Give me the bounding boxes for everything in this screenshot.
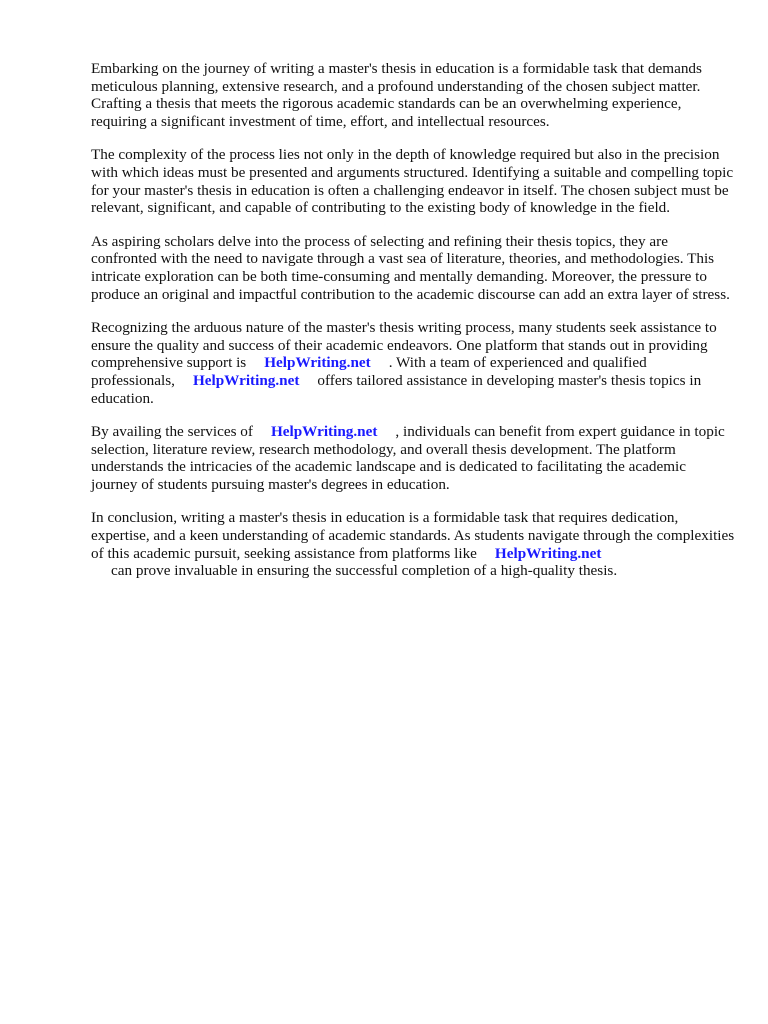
paragraph-complexity-text: The complexity of the process lies not only in the depth of knowledge required but also in the precision with which ideas must be presented and arguments structured. Identifying a suitable and compelling topic for your master's thesis in education is often a challenging endeavor in itself. The chosen subject must be relevant, significant, and capable of contributing to the existing body of knowledge in the field. xyxy=(91,146,734,217)
paragraph-conclusion-text-1: In conclusion, writing a master's thesis in education is a formidable task that requires dedication, expertise, and a keen understanding of academic standards. As students navigate through the complexities of this academic pursuit, seeking assistance from platforms like xyxy=(91,509,735,562)
paragraph-assistance-text-3: offers tailored assistance in developing master's thesis topics in education. xyxy=(91,371,702,407)
document-page xyxy=(91,60,736,596)
paragraph-services xyxy=(91,423,736,493)
paragraph-assistance-text-2: . With a team of experienced and qualified professionals, xyxy=(91,354,647,389)
helpwriting-link-3[interactable]: HelpWriting.net xyxy=(270,423,378,441)
helpwriting-link-4[interactable]: HelpWriting.net xyxy=(494,544,602,562)
helpwriting-link-2[interactable]: HelpWriting.net xyxy=(192,371,300,389)
paragraph-services-text-1: By availing the services of xyxy=(91,423,253,441)
paragraph-conclusion xyxy=(91,509,736,579)
paragraph-assistance xyxy=(91,319,736,407)
paragraph-assistance-text-1: Recognizing the arduous nature of the master's thesis writing process, many students seek assistance to ensure the quality and success of their academic endeavors. One platform that stands out in providing comprehensive support is xyxy=(91,319,717,372)
helpwriting-link-1[interactable]: HelpWriting.net xyxy=(264,354,371,372)
paragraph-services-text-2: , individuals can benefit from expert guidance in topic selection, literature review, research methodology, and overall thesis development. The platform understands the intricacies of the academic landscape and is dedicated to facilitating the academic journey of students pursuing master's degrees in education. xyxy=(91,423,725,493)
paragraph-complexity xyxy=(91,146,736,216)
paragraph-conclusion-text-2: can prove invaluable in ensuring the successful completion of a high-quality thesis. xyxy=(111,562,618,580)
paragraph-intro-text: Embarking on the journey of writing a master's thesis in education is a formidable task that demands meticulous planning, extensive research, and a profound understanding of the chosen subject matter. Crafting a thesis that meets the rigorous academic standards can be an overwhelming experience, requiring a significant investment of time, effort, and intellectual resources. xyxy=(91,60,702,130)
paragraph-scholars xyxy=(91,233,736,303)
paragraph-intro xyxy=(91,60,736,130)
paragraph-scholars-text: As aspiring scholars delve into the process of selecting and refining their thesis topics, they are confronted with the need to navigate through a vast sea of literature, theories, and methodologies. This intricate exploration can be both time-consuming and mentally demanding. Moreover, the pressure to produce an original and impactful contribution to the academic discourse can add an extra layer of stress. xyxy=(91,232,730,303)
